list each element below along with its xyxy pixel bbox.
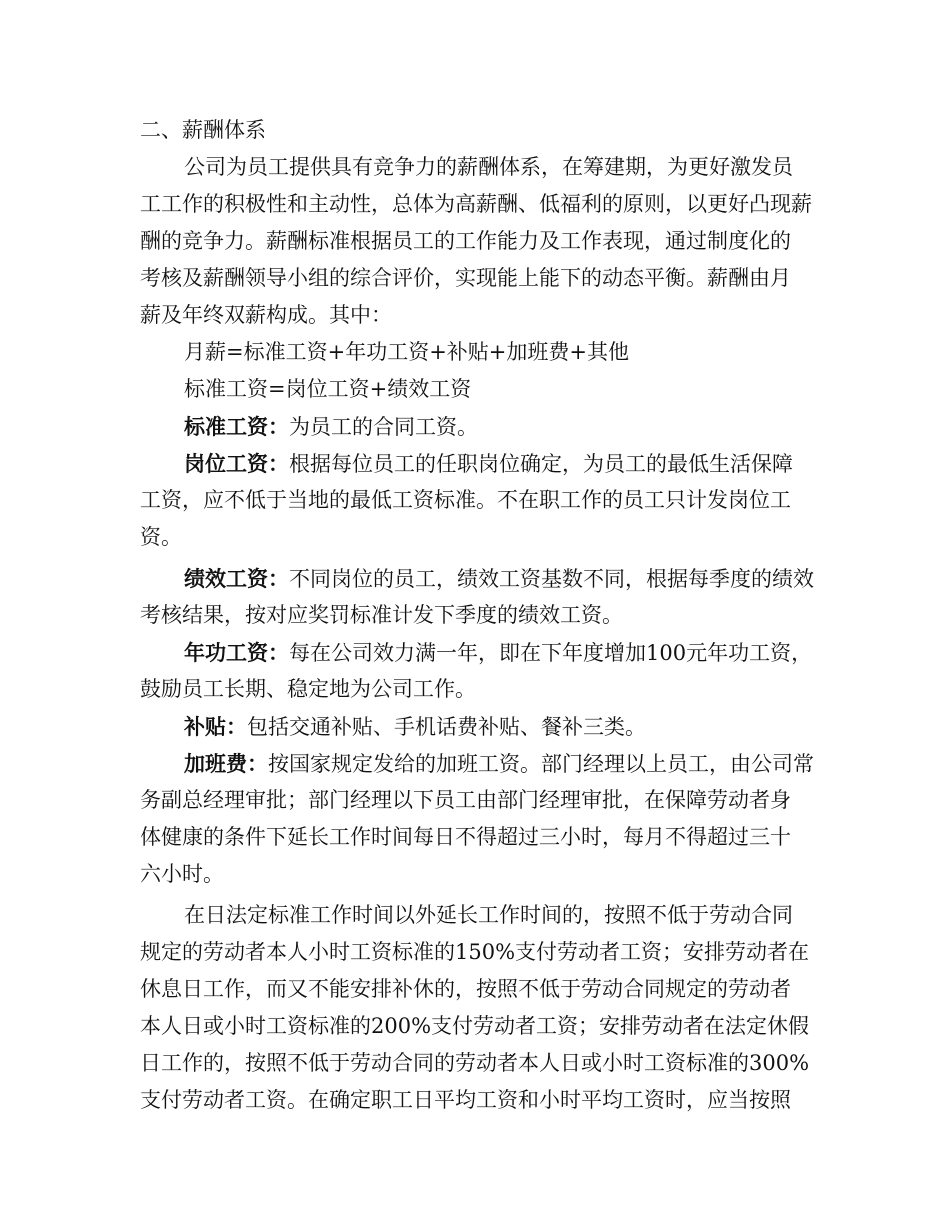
definition-overtime-pay — [140, 745, 812, 893]
intro-line: 薪及年终双薪构成。其中： — [140, 303, 392, 327]
definition-text: 按国家规定发给的加班工资。部门经理以上员工，由公司常 — [268, 752, 814, 776]
section-heading: 二、薪酬体系 — [140, 118, 266, 142]
definition-line: 工资，应不低于当地的最低工资标准。不在职工作的员工只计发岗位工 — [140, 488, 791, 512]
definition-seniority-wage — [140, 634, 812, 708]
document-page — [140, 112, 812, 1119]
intro-paragraph — [140, 149, 812, 334]
term-label: 标准工资： — [184, 414, 289, 439]
formula-monthly: 月薪=标准工资+年功工资+补贴+加班费+其他 — [184, 340, 629, 364]
definition-line: 鼓励员工长期、稳定地为公司工作。 — [140, 677, 476, 701]
term-label: 绩效工资： — [184, 566, 289, 591]
formula-standard: 标准工资=岗位工资+绩效工资 — [184, 377, 472, 401]
rules-line: 在日法定标准工作时间以外延长工作时间的，按照不低于劳动合同 — [184, 903, 793, 927]
intro-line: 酬的竞争力。薪酬标准根据员工的工作能力及工作表现，通过制度化的 — [140, 229, 791, 253]
overtime-rules-paragraph — [140, 897, 812, 1119]
definition-text: 根据每位员工的任职岗位确定，为员工的最低生活保障 — [289, 452, 793, 476]
definition-text: 包括交通补贴、手机话费补贴、餐补三类。 — [247, 715, 646, 739]
definition-line: 考核结果，按对应奖罚标准计发下季度的绩效工资。 — [140, 603, 623, 627]
rules-line: 休息日工作，而又不能安排补休的，按照不低于劳动合同规定的劳动者 — [140, 977, 791, 1001]
definition-allowance — [140, 708, 812, 745]
rules-line: 本人日或小时工资标准的200%支付劳动者工资；安排劳动者在法定休假 — [140, 1014, 810, 1038]
intro-line: 公司为员工提供具有竞争力的薪酬体系，在筹建期，为更好激发员 — [184, 155, 793, 179]
rules-line: 支付劳动者工资。在确定职工日平均工资和小时平均工资时，应当按照 — [140, 1088, 791, 1112]
definition-line: 资。 — [140, 525, 182, 549]
definition-line: 六小时。 — [140, 862, 224, 886]
term-label: 岗位工资： — [184, 451, 289, 476]
definition-performance-wage — [140, 560, 812, 634]
rules-line: 日工作的，按照不低于劳动合同的劳动者本人日或小时工资标准的300% — [140, 1051, 810, 1075]
intro-line: 工工作的积极性和主动性，总体为高薪酬、低福利的原则，以更好凸现薪 — [140, 192, 812, 216]
definition-text: 每在公司效力满一年，即在下年度增加100元年功工资， — [289, 641, 813, 665]
definition-post-wage — [140, 445, 812, 556]
term-label: 年功工资： — [184, 640, 289, 665]
definition-standard-wage — [140, 408, 812, 445]
definition-text: 为员工的合同工资。 — [289, 415, 478, 439]
definition-line — [140, 745, 812, 782]
definition-line — [140, 560, 812, 597]
definition-text: 不同岗位的员工，绩效工资基数不同，根据每季度的绩效 — [289, 567, 814, 591]
rules-line: 规定的劳动者本人小时工资标准的150%支付劳动者工资；安排劳动者在 — [140, 940, 810, 964]
definition-line: 体健康的条件下延长工作时间每日不得超过三小时，每月不得超过三十 — [140, 825, 791, 849]
intro-line: 考核及薪酬领导小组的综合评价，实现能上能下的动态平衡。薪酬由月 — [140, 266, 791, 290]
term-label: 补贴： — [184, 714, 247, 739]
term-label: 加班费： — [184, 751, 268, 776]
definition-line: 务副总经理审批；部门经理以下员工由部门经理审批，在保障劳动者身 — [140, 788, 791, 812]
definition-line — [140, 634, 812, 671]
definition-line — [140, 445, 812, 482]
